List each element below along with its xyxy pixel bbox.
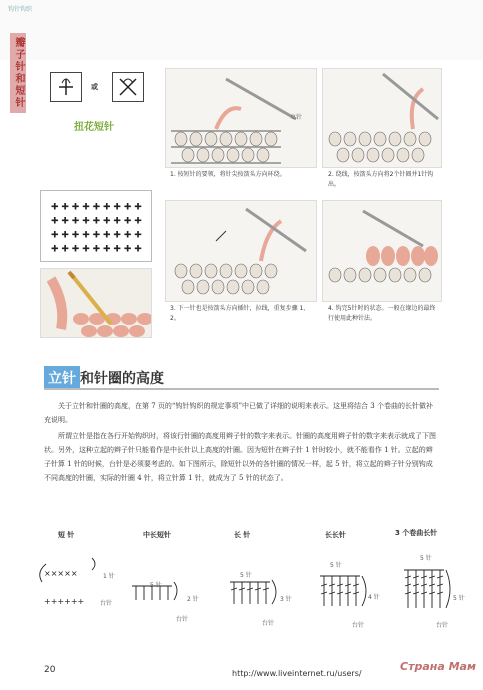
symbol-chart bbox=[40, 190, 152, 262]
svg-text:+ + + + + + + + +: + + + + + + + + + bbox=[51, 202, 142, 212]
hook-photo bbox=[40, 268, 152, 338]
side-title: 瓣子针和短针 bbox=[10, 33, 26, 113]
step-3-caption: 3. 下一针也是按箭头方向插针，拉线，重复步骤 1、2。 bbox=[170, 305, 310, 322]
step-4-photo bbox=[322, 200, 442, 302]
diagram-5-left-label: 5 针 bbox=[420, 555, 432, 562]
page-number: 20 bbox=[44, 665, 56, 675]
diagram-2-bottom-label: 台针 bbox=[176, 616, 189, 623]
diagram-2-right-label: 2 针 bbox=[187, 596, 199, 603]
paragraph-1: 关于立针和针圈的高度，在第 7 页的“钩针钩织的规定事项”中已做了详细的说明来表示。这里将结合 3 个卷曲的长针做补充说明。 bbox=[44, 402, 433, 424]
watermark-url[interactable]: http://www.liveinternet.ru/users/ bbox=[232, 669, 362, 678]
diagram-4-bottom-label: 台针 bbox=[352, 622, 365, 629]
header-bar bbox=[0, 0, 483, 60]
step-1-caption: 1. 按短针的要领，将针尖按箭头方向环绕。 bbox=[170, 171, 286, 178]
brand-logo: Страна Мам bbox=[400, 660, 476, 673]
diagram-3-left-label: 5 针 bbox=[240, 572, 252, 579]
diagram-title-4: 长长针 bbox=[325, 531, 346, 539]
section-title-tag: 立针 bbox=[44, 366, 80, 390]
diagram-triple-treble bbox=[400, 552, 464, 618]
step-4-caption: 4. 钩完5针时的状态。一般在缘边的最终行使用此种针法。 bbox=[328, 305, 436, 322]
section-divider bbox=[44, 388, 439, 390]
diagram-double-stitch bbox=[226, 568, 286, 616]
cross-symbol-icon bbox=[112, 72, 144, 102]
stitch-name: 扭花短针 bbox=[74, 122, 114, 133]
svg-text:++++++: ++++++ bbox=[44, 597, 85, 606]
svg-text:+ + + + + + + + +: + + + + + + + + + bbox=[51, 244, 142, 254]
diagram-title-1: 短 针 bbox=[58, 531, 75, 539]
svg-text:×××××: ××××× bbox=[44, 569, 78, 578]
step-1-label: 立针 bbox=[290, 114, 303, 121]
diagram-half-double bbox=[128, 570, 188, 614]
diagram-1-bottom-label: 台针 bbox=[100, 600, 113, 607]
step-2-photo bbox=[322, 68, 442, 168]
or-text: 或 bbox=[91, 83, 98, 91]
diagram-4-left-label: 5 针 bbox=[330, 562, 342, 569]
section-title-rest: 和针圈的高度 bbox=[80, 371, 164, 387]
svg-text:+ + + + + + + + +: + + + + + + + + + bbox=[51, 230, 142, 240]
plus-symbol-icon bbox=[50, 72, 82, 102]
svg-text:+ + + + + + + + +: + + + + + + + + + bbox=[51, 216, 142, 226]
diagram-title-2: 中长短针 bbox=[143, 531, 171, 539]
diagram-5-right-label: 5 针 bbox=[453, 595, 465, 602]
step-2-caption: 2. 绕线，按箭头方向将2个针圈并1针钩出。 bbox=[328, 171, 434, 188]
diagram-title-3: 长 针 bbox=[234, 531, 251, 539]
diagram-2-left-label: 5 针 bbox=[150, 582, 162, 589]
section-tag: 钩针钩织 bbox=[8, 6, 33, 13]
diagram-5-bottom-label: 台针 bbox=[436, 622, 449, 629]
diagram-title-5: 3 个卷曲长针 bbox=[395, 529, 438, 537]
step-3-photo bbox=[165, 200, 317, 302]
diagram-3-right-label: 3 针 bbox=[280, 596, 292, 603]
diagram-short-stitch bbox=[36, 548, 116, 622]
section-heading bbox=[44, 366, 164, 390]
diagram-3-bottom-label: 台针 bbox=[262, 620, 275, 627]
paragraph-2: 所谓立针是指在各行开始钩织时，将该行针圈的高度用辫子针的数字来表示。针圈的高度用辫子针的数字来表示就成了下图状。另外，这种立起的辫子针只能看作是中长针以上高度的针圈。因为短针在辫子针 1 针时较小，就不能看作 1 针。立起的辫子针算 1 针的时候，台针是必须要考虑的。如下图所示，除短针以外的各针圈的情况一样，起 5 针，将立起的辫子针分别钩成不同高度的针圈，实际的针圈 4 针，将立针算 1 针，就成为了 5 针的状态了。 bbox=[44, 432, 436, 482]
diagram-1-right-label: 1 针 bbox=[103, 573, 115, 580]
diagram-treble-stitch bbox=[316, 560, 376, 616]
diagram-4-right-label: 4 针 bbox=[368, 594, 380, 601]
